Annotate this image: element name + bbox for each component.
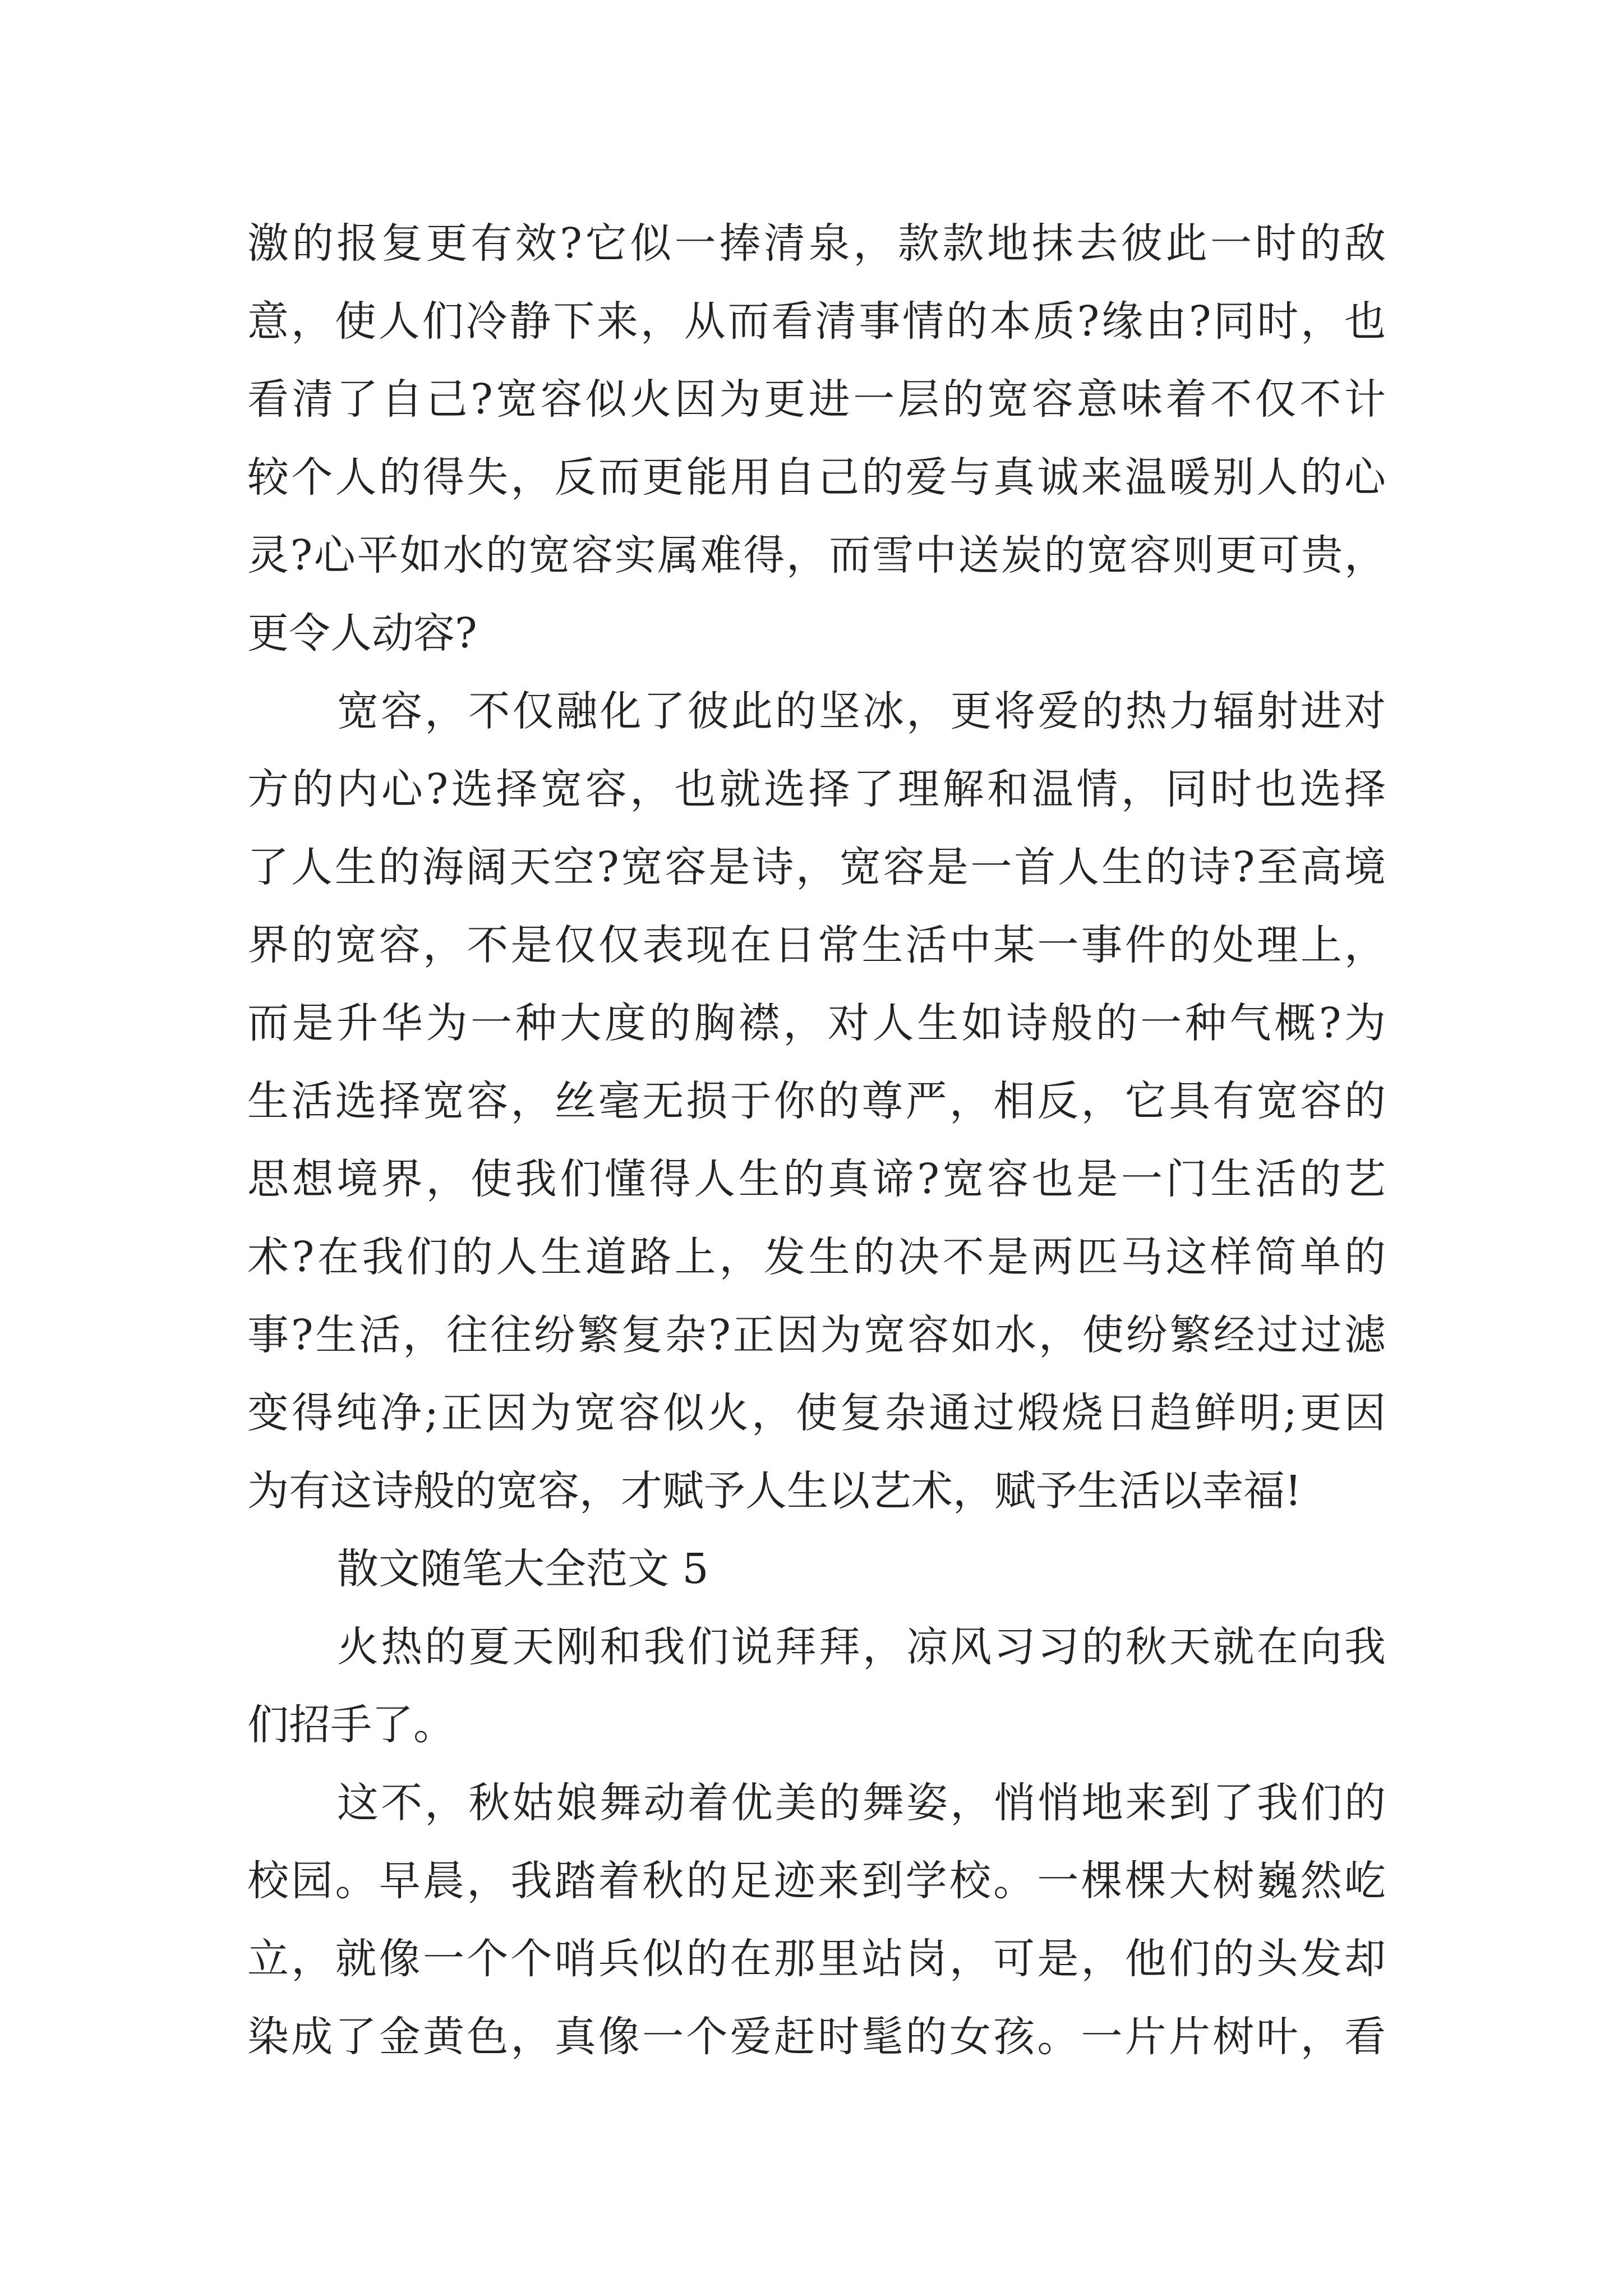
text-line: 变得纯净;正因为宽容似火，使复杂通过煅烧日趋鲜明;更因 bbox=[247, 1389, 1386, 1437]
section-heading: 散文随笔大全范文 5 bbox=[337, 1545, 709, 1593]
text-line: 较个人的得失，反而更能用自己的爱与真诚来温暖别人的心 bbox=[247, 453, 1386, 501]
text-line: 染成了金黄色，真像一个爱赶时髦的女孩。一片片树叶，看 bbox=[247, 2013, 1386, 2061]
text-line: 校园。早晨，我踏着秋的足迹来到学校。一棵棵大树巍然屹 bbox=[247, 1857, 1386, 1905]
text-line: 更令人动容? bbox=[247, 609, 477, 657]
text-line: 生活选择宽容，丝毫无损于你的尊严，相反，它具有宽容的 bbox=[247, 1077, 1386, 1125]
text-line: 而是升华为一种大度的胸襟，对人生如诗般的一种气概?为 bbox=[247, 999, 1386, 1047]
text-line: 事?生活，往往纷繁复杂?正因为宽容如水，使纷繁经过过滤 bbox=[247, 1311, 1386, 1359]
text-line: 意，使人们冷静下来，从而看清事情的本质?缘由?同时，也 bbox=[247, 297, 1386, 346]
text-line: 灵?心平如水的宽容实属难得，而雪中送炭的宽容则更可贵， bbox=[247, 531, 1386, 579]
text-line: 宽容，不仅融化了彼此的坚冰，更将爱的热力辐射进对 bbox=[337, 687, 1386, 735]
text-line: 们招手了。 bbox=[247, 1701, 455, 1749]
text-line: 看清了自己?宽容似火因为更进一层的宽容意味着不仅不计 bbox=[247, 375, 1386, 424]
text-line: 立，就像一个个哨兵似的在那里站岗，可是，他们的头发却 bbox=[247, 1935, 1386, 1983]
text-line: 火热的夏天刚和我们说拜拜，凉风习习的秋天就在向我 bbox=[337, 1623, 1386, 1671]
text-line: 为有这诗般的宽容，才赋予人生以艺术，赋予生活以幸福! bbox=[247, 1467, 1302, 1515]
text-line: 术?在我们的人生道路上，发生的决不是两匹马这样简单的 bbox=[247, 1233, 1386, 1281]
text-line: 方的内心?选择宽容，也就选择了理解和温情，同时也选择 bbox=[247, 765, 1386, 813]
text-line: 思想境界，使我们懂得人生的真谛?宽容也是一门生活的艺 bbox=[247, 1155, 1386, 1203]
text-line: 激的报复更有效?它似一捧清泉，款款地抹去彼此一时的敌 bbox=[247, 219, 1386, 268]
text-line: 界的宽容，不是仅仅表现在日常生活中某一事件的处理上， bbox=[247, 921, 1386, 969]
text-line: 这不，秋姑娘舞动着优美的舞姿，悄悄地来到了我们的 bbox=[337, 1779, 1386, 1827]
body-text bbox=[247, 205, 1386, 2076]
text-line: 了人生的海阔天空?宽容是诗，宽容是一首人生的诗?至高境 bbox=[247, 843, 1386, 891]
